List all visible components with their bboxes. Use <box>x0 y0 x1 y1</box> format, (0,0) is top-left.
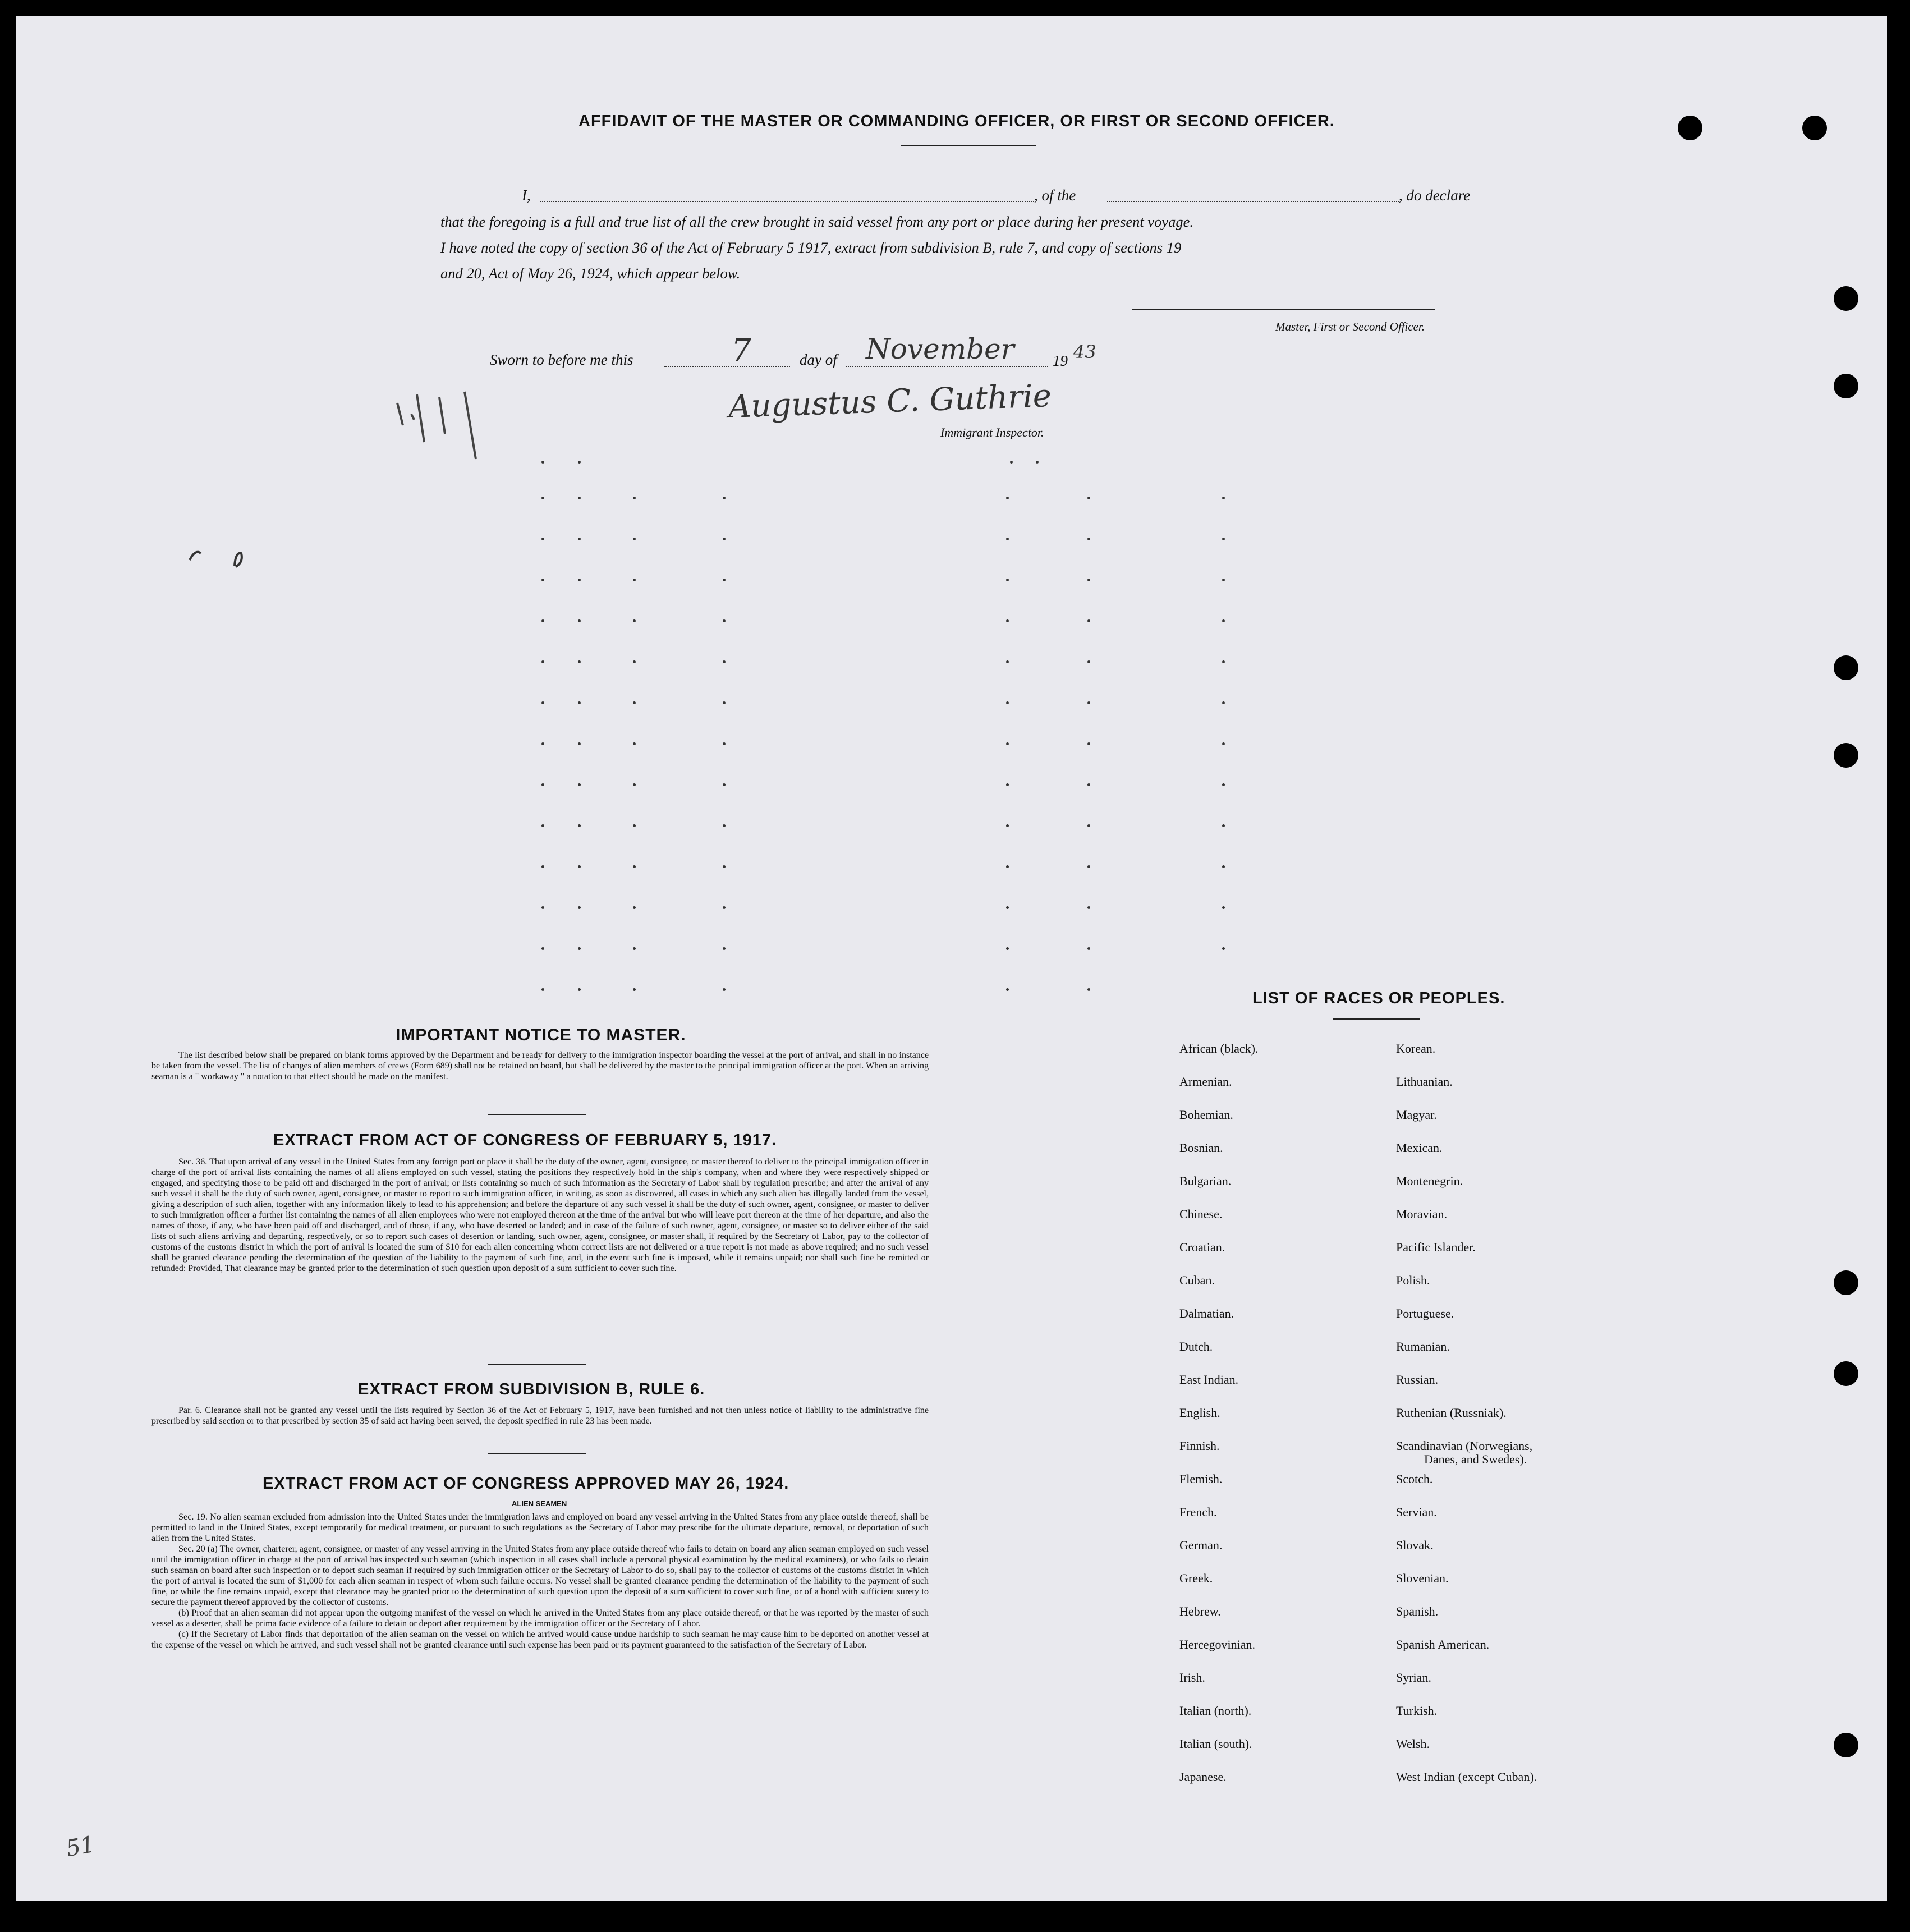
inspector-label: Immigrant Inspector. <box>940 425 1044 439</box>
race-right-5: Moravian. <box>1396 1207 1448 1221</box>
race-right-16: Slovenian. <box>1396 1571 1449 1585</box>
race-right-12-cont: Danes, and Swedes). <box>1424 1452 1527 1466</box>
master-signature-line <box>1132 309 1435 310</box>
extract-1924-body: Sec. 19. No alien seaman excluded from admission into the United States under the immigration laws and employed on board any vessel arriving in the United States from any place outside thereof, shall be permitted to land in the United States, except temporarily for medical treatment, or pursuant to such regulations as the Secretary of Labor may prescribe for the ultimate departure, removal, or deportation of such alien from the United States. Sec. 20 (a) The owner, charterer, agent, consignee, or master of any vessel arriving in the United States from any place outside thereof who fails to detain on board any alien seaman employed on such vessel until the immigration officer in charge at the port of arrival has inspected such seaman (which inspection in all cases shall include a personal physical examination by the medical examiners), or who fails to detain such seaman on board after such inspection or to deport such seaman if required by such immigration officer or the Secretary of Labor to do so, shall pay to the collector of customs of the customs district in which the port of arrival is located the sum of $1,000 for each alien seaman in respect of whom such failure occurs. No vessel shall be granted clearance pending the determination of the liability to the payment of such fine, or while the fine remains unpaid, except that clearance may be granted prior to the determination of such question upon the deposit of a sum sufficient to cover such fine, or of a bond with sufficient surety to secure the payment thereof approved by the collector of customs. (b) Proof that an alien seaman did not appear upon the outgoing manifest of the vessel on which he arrived in the United States from any place outside thereof, or that he was reported by the master of such vessel as a deserter, shall be prima facie evidence of a failure to detain or deport after requirement by the immigration officer or the Secretary of Labor. (c) If the Secretary of Labor finds that deportation of the alien seaman on the vessel on which he arrived would cause undue hardship to such seaman he may cause him to be deported on another vessel at the expense of the vessel on which he arrived, and such vessel shall not be granted clearance until such expense has been paid or its payment guaranteed to the satisfaction of the Secretary of Labor. <box>151 1512 929 1650</box>
declare-line-4: and 20, Act of May 26, 1924, which appear below. <box>440 265 741 282</box>
notice-title: IMPORTANT NOTICE TO MASTER. <box>396 1026 686 1044</box>
declare-line-3: I have noted the copy of section 36 of the Act of February 5 1917, extract from subdivision B, rule 7, and copy of sections 19 <box>440 239 1182 256</box>
master-label: Master, First or Second Officer. <box>1275 320 1425 333</box>
race-right-2: Magyar. <box>1396 1108 1437 1122</box>
punch-hole <box>1834 374 1858 398</box>
race-right-21: Welsh. <box>1396 1737 1430 1751</box>
notice-divider <box>488 1114 586 1115</box>
race-right-8: Portuguese. <box>1396 1306 1454 1320</box>
race-left-10: East Indian. <box>1179 1373 1239 1387</box>
subdivision-title: EXTRACT FROM SUBDIVISION B, RULE 6. <box>358 1380 705 1398</box>
month-blank <box>846 366 1048 367</box>
race-right-1: Lithuanian. <box>1396 1075 1453 1089</box>
sworn-day: 7 <box>731 333 751 369</box>
sworn-prefix: Sworn to before me this <box>490 351 633 368</box>
race-left-14: French. <box>1179 1505 1217 1519</box>
race-left-1: Armenian. <box>1179 1075 1232 1089</box>
stray-ink-mark <box>173 538 257 571</box>
race-right-12: Scandinavian (Norwegians, <box>1396 1439 1533 1453</box>
affidavit-title: AFFIDAVIT OF THE MASTER OR COMMANDING OFFICER, OR FIRST OR SECOND OFFICER. <box>578 112 1335 130</box>
race-right-10: Russian. <box>1396 1373 1439 1387</box>
punch-hole <box>1834 286 1858 311</box>
declare-i: I, <box>522 187 531 204</box>
race-left-7: Cuban. <box>1179 1273 1215 1287</box>
extract-1924-subtitle: ALIEN SEAMEN <box>512 1499 567 1508</box>
title-underline <box>901 145 1036 146</box>
races-title: LIST OF RACES OR PEOPLES. <box>1252 989 1505 1007</box>
inspector-signature: Augustus C. Guthrie <box>728 377 1052 426</box>
extract-1924-title: EXTRACT FROM ACT OF CONGRESS APPROVED MAY 26, 1924. <box>263 1475 789 1493</box>
race-left-16: Greek. <box>1179 1571 1213 1585</box>
race-left-2: Bohemian. <box>1179 1108 1233 1122</box>
race-right-11: Ruthenian (Russniak). <box>1396 1406 1507 1420</box>
sworn-month: November <box>866 333 1014 365</box>
races-underline <box>1333 1018 1420 1020</box>
sworn-year-suffix: 43 <box>1073 341 1096 362</box>
day-blank <box>664 366 790 367</box>
race-right-6: Pacific Islander. <box>1396 1240 1476 1254</box>
race-right-3: Mexican. <box>1396 1141 1443 1155</box>
subdivision-body: Par. 6. Clearance shall not be granted any vessel until the lists required by Section 36 of the Act of February 5, 1917, have been furnished and not then unless notice of liability to the administrative fine prescribed by said section or to that prescribed by section 35 of said act having been served, the deposit specified in rule 23 has been made. <box>151 1406 929 1426</box>
sworn-year-prefix: 19 <box>1053 352 1068 369</box>
race-left-19: Irish. <box>1179 1671 1205 1685</box>
race-left-5: Chinese. <box>1179 1207 1223 1221</box>
race-left-13: Flemish. <box>1179 1472 1223 1486</box>
punch-hole <box>1834 1361 1858 1386</box>
punch-hole <box>1834 1270 1858 1295</box>
race-left-3: Bosnian. <box>1179 1141 1223 1155</box>
race-right-18: Spanish American. <box>1396 1637 1490 1651</box>
stray-pen-marks <box>386 380 498 465</box>
race-left-17: Hebrew. <box>1179 1604 1221 1618</box>
subdivision-divider <box>488 1453 586 1454</box>
race-right-7: Polish. <box>1396 1273 1430 1287</box>
extract-1917-divider <box>488 1364 586 1365</box>
document-page <box>16 16 1887 1901</box>
declare-of-the: , of the <box>1034 187 1076 204</box>
race-right-15: Slovak. <box>1396 1538 1434 1552</box>
race-right-17: Spanish. <box>1396 1604 1439 1618</box>
punch-hole <box>1678 116 1702 140</box>
margin-mark: 51 <box>64 1831 97 1862</box>
race-right-13: Scotch. <box>1396 1472 1433 1486</box>
notice-body: The list described below shall be prepared on blank forms approved by the Department and be ready for delivery to the immigration inspector boarding the vessel at the port of arrival, and shall in no instance be taken from the vessel. The list of changes of alien members of crews (Form 689) shall not be retained on board, but shall be delivered by the master to the principal immigration officer at the port. When an arriving seaman is a " workaway " a notation to that effect should be made on the manifest. <box>151 1050 929 1081</box>
race-right-22: West Indian (except Cuban). <box>1396 1770 1537 1784</box>
punch-hole <box>1802 116 1827 140</box>
race-right-20: Turkish. <box>1396 1704 1438 1718</box>
race-left-11: English. <box>1179 1406 1220 1420</box>
name-blank <box>540 201 1034 202</box>
race-left-8: Dalmatian. <box>1179 1306 1234 1320</box>
race-left-6: Croatian. <box>1179 1240 1225 1254</box>
race-left-12: Finnish. <box>1179 1439 1220 1453</box>
race-left-9: Dutch. <box>1179 1339 1213 1353</box>
extract-1917-title: EXTRACT FROM ACT OF CONGRESS OF FEBRUARY 5, 1917. <box>273 1131 777 1149</box>
race-right-9: Rumanian. <box>1396 1339 1450 1353</box>
race-left-21: Italian (south). <box>1179 1737 1252 1751</box>
race-right-0: Korean. <box>1396 1041 1436 1056</box>
race-right-14: Servian. <box>1396 1505 1437 1519</box>
vessel-blank <box>1107 201 1399 202</box>
punch-hole <box>1834 743 1858 768</box>
race-left-20: Italian (north). <box>1179 1704 1252 1718</box>
punch-hole <box>1834 1733 1858 1757</box>
race-right-4: Montenegrin. <box>1396 1174 1463 1188</box>
race-right-19: Syrian. <box>1396 1671 1431 1685</box>
extract-1917-body: Sec. 36. That upon arrival of any vessel in the United States from any foreign port or place it shall be the duty of the owner, agent, consignee, or master thereof to deliver to the principal immigration officer in charge of the port of arrival lists containing the names of all aliens employed on such vessel, stating the positions they respectively hold in the ship's company, when and where they were respectively shipped or engaged, and specifying those to be paid off and discharged in the port of arrival; or lists containing so much of such information as the Secretary of Labor shall by regulation prescribe; and after the arrival of any such vessel it shall be the duty of such owner, agent, consignee, or master to report to such immigration officer, in writing, as soon as discovered, all cases in which any such alien has illegally landed from the vessel, giving a description of such alien, together with any information likely to lead to his apprehension; and before the departure of any such vessel it shall be the duty of such owner, agent, consignee, or master to deliver to such immigration officer a further list containing the names of all alien employees who were not employed thereon at the time of the arrival but who will leave port thereon at the time of her departure, and also the names of those, if any, who have been paid off and discharged, and of those, if any, who have deserted or landed; and in case of the failure of such owner, agent, consignee, or master so to deliver either of the said lists of such aliens arriving and departing, respectively, or so to report such cases of desertion or landing, such owner, agent, consignee, or master shall, if required by the Secretary of Labor, pay to the collector of customs of the customs district in which the port of arrival is located the sum of $10 for each alien concerning whom correct lists are not delivered or a true report is not made as above required; and no such vessel shall be granted clearance pending the determination of the question of the liability to the payment of such fine, and, in the event such fine is imposed, while it remains unpaid; nor shall such fine be remitted or refunded: Provided, That clearance may be granted prior to the determination of such question upon deposit of a sum sufficient to cover such fine. <box>151 1157 929 1273</box>
race-left-18: Hercegovinian. <box>1179 1637 1255 1651</box>
race-left-22: Japanese. <box>1179 1770 1227 1784</box>
race-left-4: Bulgarian. <box>1179 1174 1232 1188</box>
declare-do-declare: , do declare <box>1399 187 1471 204</box>
sworn-day-of: day of <box>800 351 837 368</box>
punch-hole <box>1834 655 1858 680</box>
declare-line-2: that the foregoing is a full and true list of all the crew brought in said vessel from any port or place during her present voyage. <box>440 213 1194 230</box>
race-left-15: German. <box>1179 1538 1223 1552</box>
race-left-0: African (black). <box>1179 1041 1259 1056</box>
